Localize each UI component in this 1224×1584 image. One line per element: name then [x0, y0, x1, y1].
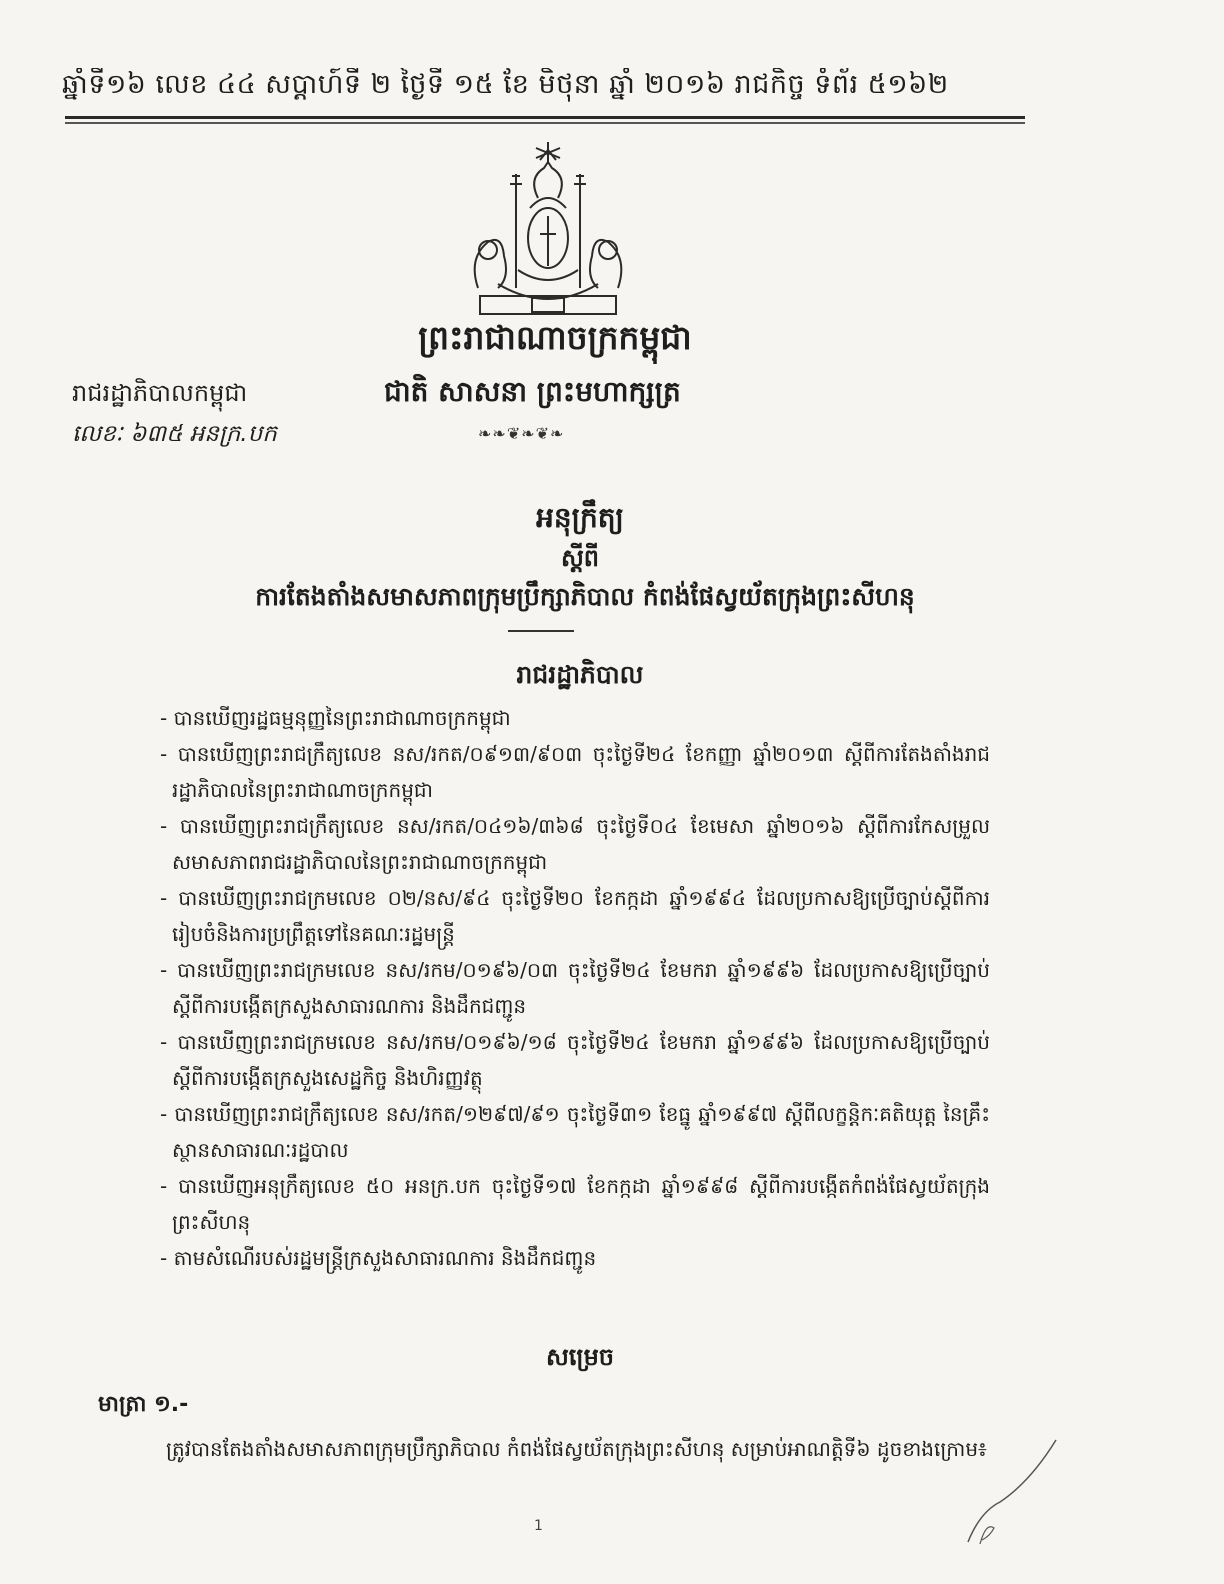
visa-item: - បានឃើញព្រះរាជក្រមលេខ នស/រកម/០១៩៦/០៣ ចុះថ្ងៃទី២៤ ខែមករា ឆ្នាំ១៩៩៦ ដែលប្រកាសឱ្យប្រើច្បាប់ស្តីពីការបង្កើតក្រសួងសាធារណការ និងដឹកជញ្ជូន	[160, 958, 990, 1018]
decides-heading: សម្រេច	[545, 1342, 615, 1371]
signature-initial-icon	[960, 1432, 1060, 1548]
visa-item: - បានឃើញព្រះរាជក្រមលេខ ០២/នស/៩៤ ចុះថ្ងៃទី២០ ខែកក្កដា ឆ្នាំ១៩៩៤ ដែលប្រកាសឱ្យប្រើច្បាប់ស្តីពីការរៀបចំនិងការប្រព្រឹត្តទៅនៃគណៈរដ្ឋមន្ត្រី	[160, 886, 990, 946]
royal-emblem-icon	[458, 138, 638, 324]
document-type: អនុក្រឹត្យ	[536, 501, 624, 534]
gazette-header: ឆ្នាំទី១៦ លេខ ៤៤ សប្តាហ៍ទី ២ ថ្ងៃទី ១៥ ខែ មិថុនា ឆ្នាំ ២០១៦ រាជកិច្ច ទំព័រ ៥១៦២	[62, 69, 949, 100]
issuer-heading: រាជរដ្ឋាភិបាល	[516, 660, 644, 689]
visa-item: - បានឃើញអនុក្រឹត្យលេខ ៥០ អនក្រ.បក ចុះថ្ងៃទី១៧ ខែកក្កដា ឆ្នាំ១៩៩៨ ស្តីពីការបង្កើតកំពង់ផែស្វយ័តក្រុងព្រះសីហនុ	[160, 1174, 990, 1234]
document-about: ស្តីពី	[560, 543, 600, 572]
visa-item: - បានឃើញរដ្ឋធម្មនុញ្ញនៃព្រះរាជាណាចក្រកម្ពុជា	[160, 706, 511, 730]
reference-number: លេខៈ ៦៣៥ អនក្រ.បក	[72, 421, 277, 447]
title-divider	[508, 630, 574, 632]
header-rule	[65, 116, 1025, 119]
kingdom-heading: ព្រះរាជាណាចក្រកម្ពុជា	[418, 318, 692, 357]
header-rule-thin	[65, 122, 1025, 124]
issuing-government: រាជរដ្ឋាភិបាលកម្ពុជា	[72, 379, 248, 407]
ornament-divider: ❧❧❦❧❦❧	[478, 424, 565, 443]
visa-item: - បានឃើញព្រះរាជក្រឹត្យលេខ នស/រកត/១២៩៧/៩១ ចុះថ្ងៃទី៣១ ខែធ្នូ ឆ្នាំ១៩៩៧ ស្តីពីលក្ខន្តិកៈគតិយុត្ត នៃគ្រឹះស្ថានសាធារណៈរដ្ឋបាល	[160, 1102, 990, 1162]
visa-item: - បានឃើញព្រះរាជក្រឹត្យលេខ នស/រកត/០៤១៦/៣៦៨ ចុះថ្ងៃទី០៤ ខែមេសា ឆ្នាំ២០១៦ ស្តីពីការកែសម្រួលសមាសភាពរាជរដ្ឋាភិបាលនៃព្រះរាជាណាចក្រកម្ពុជា	[160, 814, 990, 874]
visa-item: - បានឃើញព្រះរាជក្រមលេខ នស/រកម/០១៩៦/១៨ ចុះថ្ងៃទី២៤ ខែមករា ឆ្នាំ១៩៩៦ ដែលប្រកាសឱ្យប្រើច្បាប់ស្តីពីការបង្កើតក្រសួងសេដ្ឋកិច្ច និងហិរញ្ញវត្ថុ	[160, 1030, 990, 1090]
national-motto: ជាតិ សាសនា ព្រះមហាក្សត្រ	[384, 375, 681, 408]
article-body: ត្រូវបានតែងតាំងសមាសភាពក្រុមប្រឹក្សាភិបាល កំពង់ផែស្វយ័តក្រុងព្រះសីហនុ សម្រាប់អាណត្តិទី៦ ដូចខាងក្រោម៖	[166, 1437, 987, 1461]
visa-item: - បានឃើញព្រះរាជក្រឹត្យលេខ នស/រកត/០៩១៣/៩០៣ ចុះថ្ងៃទី២៤ ខែកញ្ញា ឆ្នាំ២០១៣ ស្តីពីការតែងតាំងរាជរដ្ឋាភិបាលនៃព្រះរាជាណាចក្រកម្ពុជា	[160, 742, 990, 802]
document-title: ការតែងតាំងសមាសភាពក្រុមប្រឹក្សាភិបាល កំពង់ផែស្វយ័តក្រុងព្រះសីហនុ	[255, 582, 915, 611]
visa-list	[160, 700, 990, 1276]
article-heading: មាត្រា ១.-	[98, 1392, 189, 1417]
page-number: 1	[534, 1518, 543, 1534]
visa-item: - តាមសំណើរបស់រដ្ឋមន្ត្រីក្រសួងសាធារណការ និងដឹកជញ្ជូន	[160, 1246, 597, 1270]
